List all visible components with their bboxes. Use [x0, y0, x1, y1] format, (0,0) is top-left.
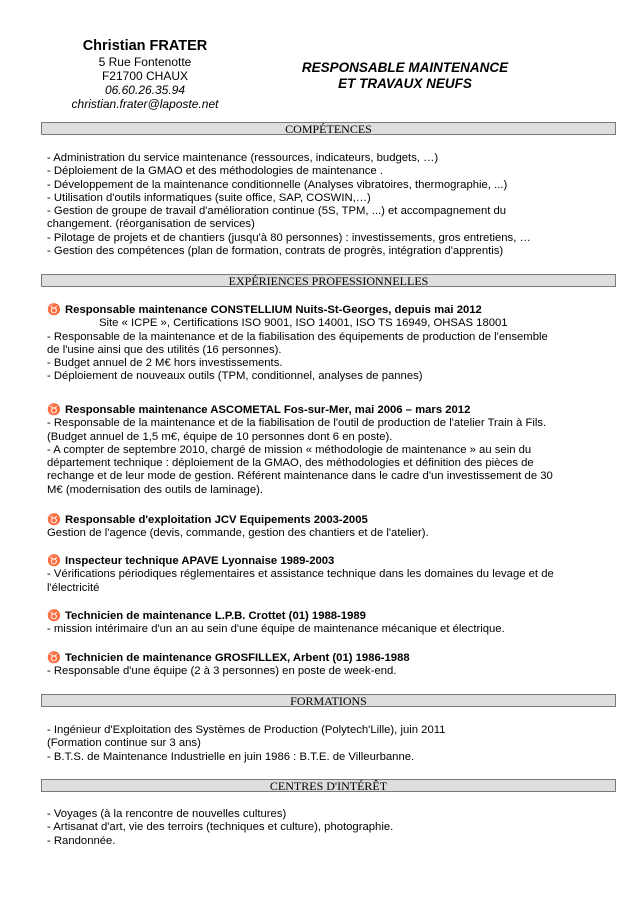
experience-item: [47, 304, 613, 384]
taurus-bullet-icon: ♉: [47, 514, 61, 526]
experience-item: [47, 555, 613, 595]
headline-line-1: RESPONSABLE MAINTENANCE: [301, 60, 509, 75]
experience-item: [47, 404, 613, 497]
list-item: - Randonnée.: [47, 834, 116, 847]
contact-block: [60, 38, 230, 111]
experience-line: Gestion de l'agence (devis, commande, gestion des chantiers et de l'atelier).: [47, 527, 429, 540]
taurus-bullet-icon: ♉: [47, 555, 61, 567]
experience-title: Technicien de maintenance L.P.B. Crottet (01) 1988-1989: [65, 610, 366, 622]
interets-list: [47, 808, 613, 848]
experience-title: Technicien de maintenance GROSFILLEX, Arbent (01) 1986-1988: [65, 652, 410, 664]
experience-item: [47, 514, 613, 541]
taurus-bullet-icon: ♉: [47, 652, 61, 664]
experience-line: - Déploiement de nouveaux outils (TPM, conditionnel, analyses de pannes): [47, 370, 423, 383]
list-item: - Développement de la maintenance conditionnelle (Analyses vibratoires, thermographie, ...): [47, 178, 508, 191]
list-item: (Formation continue sur 3 ans): [47, 737, 201, 750]
job-headline: [270, 60, 540, 92]
list-item: - Pilotage de projets et de chantiers (jusqu'à 80 personnes) : investissements, gros entretiens, …: [47, 231, 531, 244]
taurus-bullet-icon: ♉: [47, 404, 61, 416]
formations-list: [47, 724, 613, 764]
experience-line: - Vérifications périodiques réglementaires et assistance technique dans les domaines du levage et de: [47, 568, 554, 581]
competences-list: [47, 152, 613, 258]
list-item: - Artisanat d'art, vie des terroirs (techniques et culture), photographie.: [47, 821, 394, 834]
experience-line: M€ (modernisation des outils de laminage).: [47, 483, 264, 496]
experience-line: (Budget annuel de 1,5 m€, équipe de 10 personnes dont 6 en poste).: [47, 430, 393, 443]
section-header-interets: CENTRES D'INTÉRÊT: [41, 779, 616, 792]
experience-line: l'électricité: [47, 581, 100, 594]
address-street: 5 Rue Fontenotte: [98, 55, 192, 69]
experience-line: - Responsable de la maintenance et de la fiabilisation de l'outil de production de l'atelier Train à Fils.: [47, 417, 547, 430]
list-item: - Utilisation d'outils informatiques (suite office, SAP, COSWIN,…): [47, 191, 371, 204]
experience-item: [47, 610, 613, 637]
experience-title: Responsable maintenance CONSTELLIUM Nuits-St-Georges, depuis mai 2012: [65, 304, 482, 316]
section-header-experiences: EXPÉRIENCES PROFESSIONNELLES: [41, 274, 616, 287]
experience-title: Responsable d'exploitation JCV Equipements 2003-2005: [65, 514, 368, 526]
experience-line: - mission intérimaire d'un an au sein d'une équipe de maintenance mécanique et électrique.: [47, 623, 505, 636]
list-item: - Administration du service maintenance (ressources, indicateurs, budgets, …): [47, 152, 439, 164]
candidate-name: Christian FRATER: [82, 38, 208, 54]
experience-title: Responsable maintenance ASCOMETAL Fos-sur-Mer, mai 2006 – mars 2012: [65, 404, 471, 416]
experience-subtitle: Site « ICPE », Certifications ISO 9001, ISO 14001, ISO TS 16949, OHSAS 18001: [99, 317, 508, 330]
list-item: - Voyages (à la rencontre de nouvelles cultures): [47, 808, 287, 820]
section-header-competences: COMPÉTENCES: [41, 122, 616, 135]
experience-line: - A compter de septembre 2010, chargé de mission « méthodologie de maintenance » au sein du: [47, 443, 532, 456]
taurus-bullet-icon: ♉: [47, 610, 61, 622]
taurus-bullet-icon: ♉: [47, 304, 61, 316]
email-address: christian.frater@laposte.net: [71, 97, 219, 111]
experience-title: Inspecteur technique APAVE Lyonnaise 1989-2003: [65, 555, 335, 567]
headline-line-2: ET TRAVAUX NEUFS: [338, 76, 472, 91]
experience-line: département technique : déploiement de la GMAO, des méthodologies et définition des pièces de: [47, 457, 534, 470]
experience-item: [47, 652, 613, 679]
list-item: - B.T.S. de Maintenance Industrielle en juin 1986 : B.T.E. de Villeurbanne.: [47, 750, 415, 763]
list-item: - Déploiement de la GMAO et des méthodologies de maintenance .: [47, 165, 383, 178]
experience-line: - Responsable de la maintenance et de la fiabilisation des équipements de production de l'ensemble: [47, 330, 548, 343]
experience-line: rechange et de leur mode de gestion. Référent maintenance dans le cadre d'un investissement de 30: [47, 470, 553, 483]
list-item: - Gestion des compétences (plan de formation, contrats de progrès, intégration d'apprentis): [47, 245, 504, 258]
address-city: F21700 CHAUX: [101, 69, 189, 83]
experience-line: - Responsable d'une équipe (2 à 3 personnes) en poste de week-end.: [47, 665, 397, 678]
phone-number: 06.60.26.35.94: [104, 83, 186, 97]
experience-line: de l'usine ainsi que des utilités (16 personnes).: [47, 343, 282, 356]
section-header-formations: FORMATIONS: [41, 694, 616, 707]
list-item: - Ingénieur d'Exploitation des Systèmes de Production (Polytech'Lille), juin 2011: [47, 724, 446, 736]
list-item: - Gestion de groupe de travail d'amélioration continue (5S, TPM, ...) et accompagnement du: [47, 205, 507, 218]
list-item: changement. (réorganisation de services): [47, 218, 255, 231]
experience-line: - Budget annuel de 2 M€ hors investissements.: [47, 357, 283, 370]
